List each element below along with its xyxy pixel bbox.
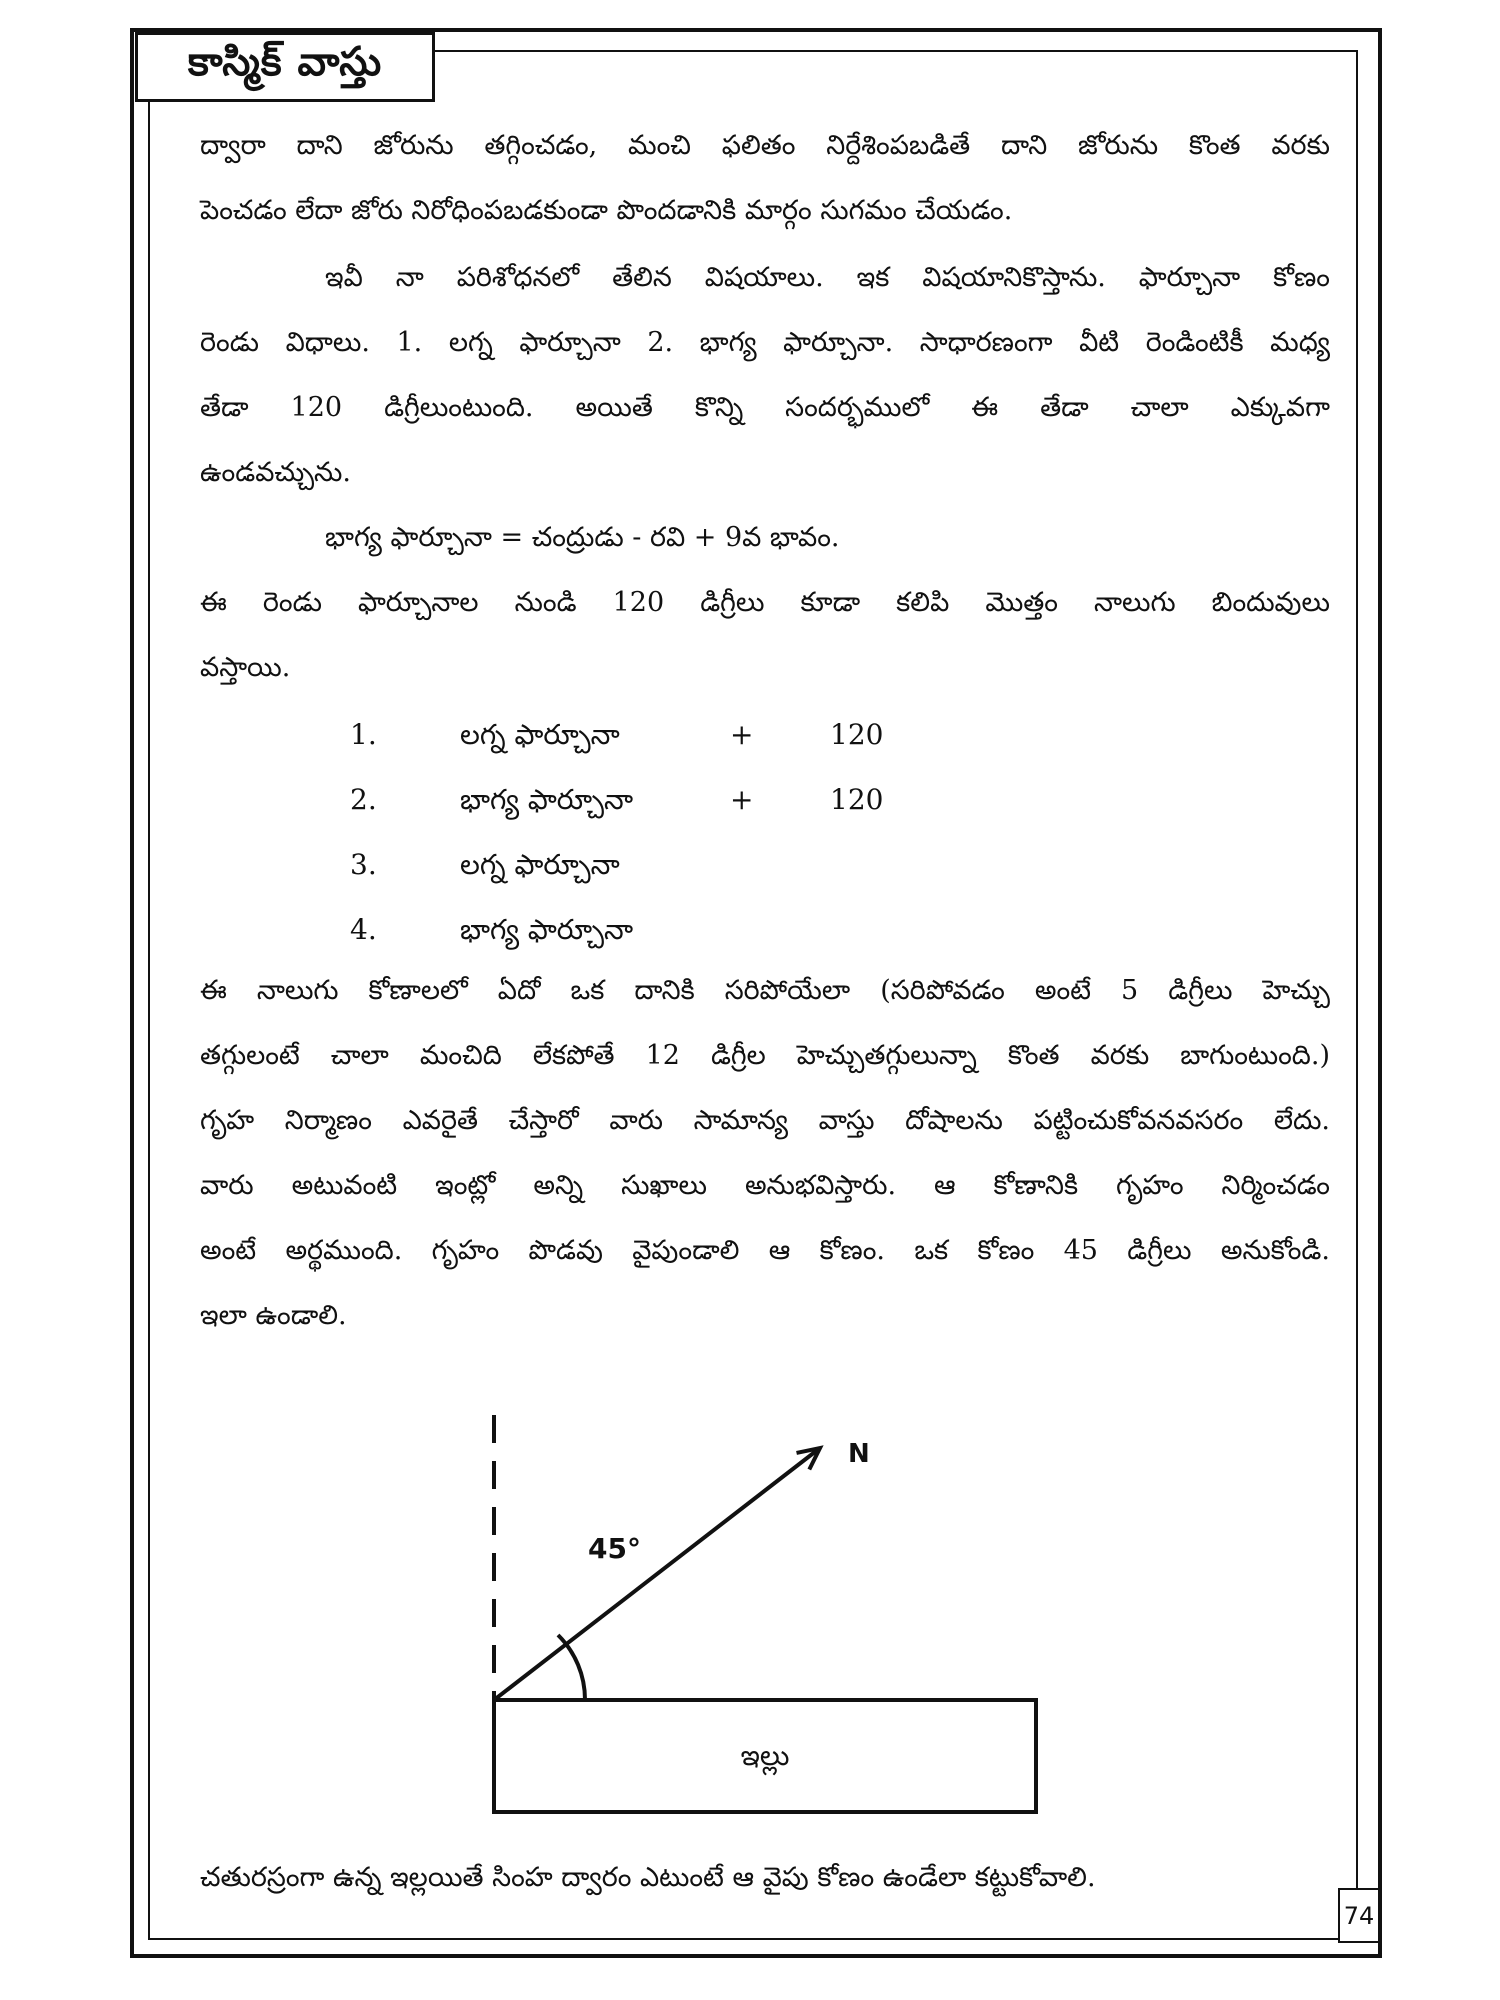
formula: భాగ్య ఫార్చూనా = చంద్రుడు - రవి + 9వ భావం. <box>325 522 840 553</box>
book-title: కాస్మిక్ వాస్తు <box>135 32 435 102</box>
list-item-text: లగ్న ఫార్చూనా <box>460 848 620 881</box>
list-item-text: భాగ్య ఫార్చూనా <box>460 913 634 946</box>
paragraph-4-line-6: ఇలా ఉండాలి. <box>200 1300 347 1331</box>
paragraph-2-line-3: తేడా 120 డిగ్రీలుంటుంది. అయితే కొన్ని సందర్భములో ఈ తేడా చాలా ఎక్కువగా <box>200 392 1330 423</box>
paragraph-2-line-4: ఉండవచ్చును. <box>200 457 351 488</box>
angle-label: 45° <box>588 1532 641 1565</box>
paragraph-3-line-2: వస్తాయి. <box>200 652 291 683</box>
north-direction-line <box>494 1448 820 1700</box>
list-item-value: 120 <box>830 783 884 816</box>
list-item-plus: + <box>730 718 754 751</box>
paragraph-4-line-5: అంటే అర్థముంది. గృహం పొడవు వైపుండాలి ఆ కోణం. ఒక కోణం 45 డిగ్రీలు అనుకోండి. <box>200 1235 1330 1266</box>
paragraph-5-line-1: చతురస్రంగా ఉన్న ఇల్లయితే సింహ ద్వారం ఎటుంటే ఆ వైపు కోణం ఉండేలా కట్టుకోవాలి. <box>200 1862 1096 1893</box>
paragraph-4-line-2: తగ్గులంటే చాలా మంచిది లేకపోతే 12 డిగ్రీల హెచ్చుతగ్గులున్నా కొంత వరకు బాగుంటుంది.) <box>200 1040 1330 1071</box>
page-number: 74 <box>1338 1888 1380 1943</box>
north-label: N <box>848 1439 870 1469</box>
list-item-number: 4. <box>350 913 377 946</box>
list-item-text: లగ్న ఫార్చూనా <box>460 718 620 751</box>
list-item-number: 2. <box>350 783 377 816</box>
paragraph-2-line-1: ఇవీ నా పరిశోధనలో తేలిన విషయాలు. ఇక విషయానికొస్తాను. ఫార్చూనా కోణం <box>325 262 1330 293</box>
list-item-number: 3. <box>350 848 377 881</box>
paragraph-2-line-2: రెండు విధాలు. 1. లగ్న ఫార్చూనా 2. భాగ్య ఫార్చూనా. సాధారణంగా వీటి రెండింటికీ మధ్య <box>200 327 1330 358</box>
paragraph-4-line-1: ఈ నాలుగు కోణాలలో ఏదో ఒక దానికి సరిపోయేలా (సరిపోవడం అంటే 5 డిగ్రీలు హెచ్చు <box>200 975 1330 1006</box>
list-item-value: 120 <box>830 718 884 751</box>
paragraph-1-line-1: ద్వారా దాని జోరును తగ్గించడం, మంచి ఫలితం నిర్దేశింపబడితే దాని జోరును కొంత వరకు <box>200 130 1331 161</box>
list-item-text: భాగ్య ఫార్చూనా <box>460 783 634 816</box>
paragraph-4-line-4: వారు అటువంటి ఇంట్లో అన్ని సుఖాలు అనుభవిస్తారు. ఆ కోణానికి గృహం నిర్మించడం <box>200 1170 1330 1201</box>
paragraph-3-line-1: ఈ రెండు ఫార్చూనాల నుండి 120 డిగ్రీలు కూడా కలిపి మొత్తం నాలుగు బిందువులు <box>200 587 1330 618</box>
paragraph-1-line-2: పెంచడం లేదా జోరు నిరోధింపబడకుండా పొందడానికి మార్గం సుగమం చేయడం. <box>200 195 1013 226</box>
list-item-number: 1. <box>350 718 377 751</box>
list-item-plus: + <box>730 783 754 816</box>
house-label: ఇల్లు <box>740 1739 790 1772</box>
paragraph-4-line-3: గృహ నిర్మాణం ఎవరైతే చేస్తారో వారు సామాన్య వాస్తు దోషాలను పట్టించుకోవనవసరం లేదు. <box>200 1105 1330 1136</box>
